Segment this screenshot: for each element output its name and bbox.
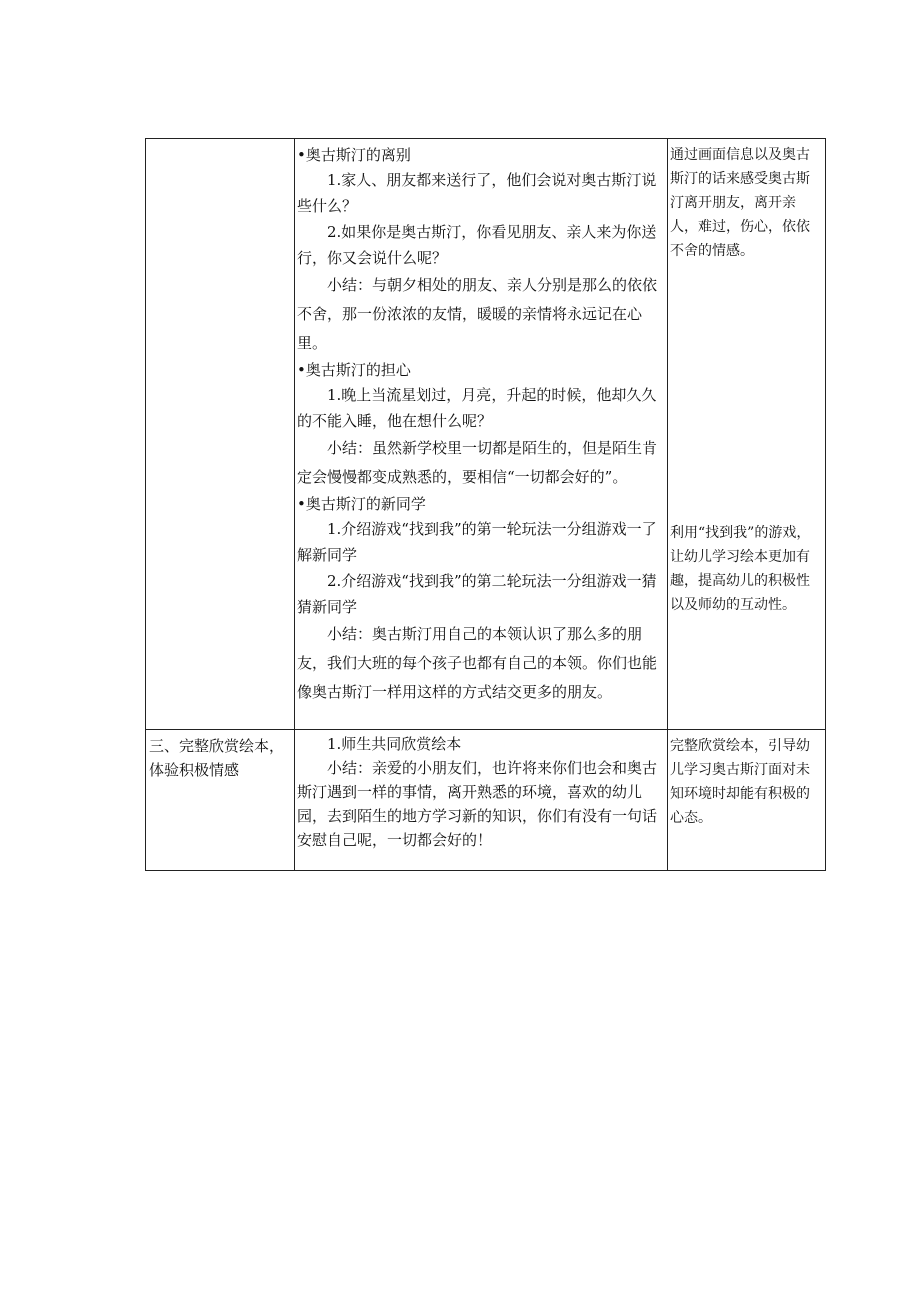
section-heading: •奥古斯汀的担心 xyxy=(297,361,411,379)
activity-cell xyxy=(295,139,668,730)
activity-cell xyxy=(295,730,668,871)
stage-label: 三、完整欣赏绘本，体验积极情感 xyxy=(149,737,285,779)
stage-cell xyxy=(146,139,295,730)
design-intent-cell xyxy=(668,139,826,730)
question-item: 1.介绍游戏“找到我”的第一轮玩法一分组游戏一了解新同学 xyxy=(297,520,657,564)
summary-text: 小结：与朝夕相处的朋友、亲人分别是那么的依依不舍，那一份浓浓的友情，暖暖的亲情将永远记在心里。 xyxy=(297,276,658,352)
table-row xyxy=(146,139,826,730)
summary-text: 小结：亲爱的小朋友们，也许将来你们也会和奥古斯汀遇到一样的事情，离开熟悉的环境，喜欢的幼儿园，去到陌生的地方学习新的知识，你们有没有一句话安慰自己呢，一切都会好的！ xyxy=(297,759,658,849)
design-intent-note: 利用“找到我”的游戏，让幼儿学习绘本更加有趣，提高幼儿的积极性以及师幼的互动性。 xyxy=(670,525,811,613)
design-intent-note: 通过画面信息以及奥古斯汀的话来感受奥古斯汀离开朋友，离开亲人，难过，伤心，依依不舍的情感。 xyxy=(670,147,810,259)
question-item: 2.介绍游戏“找到我”的第二轮玩法一分组游戏一猜猜新同学 xyxy=(297,572,657,616)
question-item: 1.家人、朋友都来送行了，他们会说对奥古斯汀说些什么？ xyxy=(297,171,657,215)
summary-text: 小结：奥古斯汀用自己的本领认识了那么多的朋友，我们大班的每个孩子也都有自己的本领。你们也能像奥古斯汀一样用这样的方式结交更多的朋友。 xyxy=(297,625,658,701)
stage-cell xyxy=(146,730,295,871)
question-item: 1.晚上当流星划过，月亮，升起的时候，他却久久的不能入睡，他在想什么呢？ xyxy=(297,386,657,430)
question-item: 1.师生共同欣赏绘本 xyxy=(327,735,462,753)
lesson-plan-table xyxy=(145,138,826,871)
summary-text: 小结：虽然新学校里一切都是陌生的，但是陌生肯定会慢慢都变成熟悉的，要相信“一切都会好的”。 xyxy=(297,439,658,486)
table-row xyxy=(146,730,826,871)
section-heading: •奥古斯汀的新同学 xyxy=(297,495,426,513)
design-intent-cell xyxy=(668,730,826,871)
design-intent-note: 完整欣赏绘本，引导幼儿学习奥古斯汀面对未知环境时却能有积极的心态。 xyxy=(670,738,810,826)
question-item: 2.如果你是奥古斯汀，你看见朋友、亲人来为你送行，你又会说什么呢？ xyxy=(297,223,657,267)
section-heading: •奥古斯汀的离别 xyxy=(297,146,411,164)
